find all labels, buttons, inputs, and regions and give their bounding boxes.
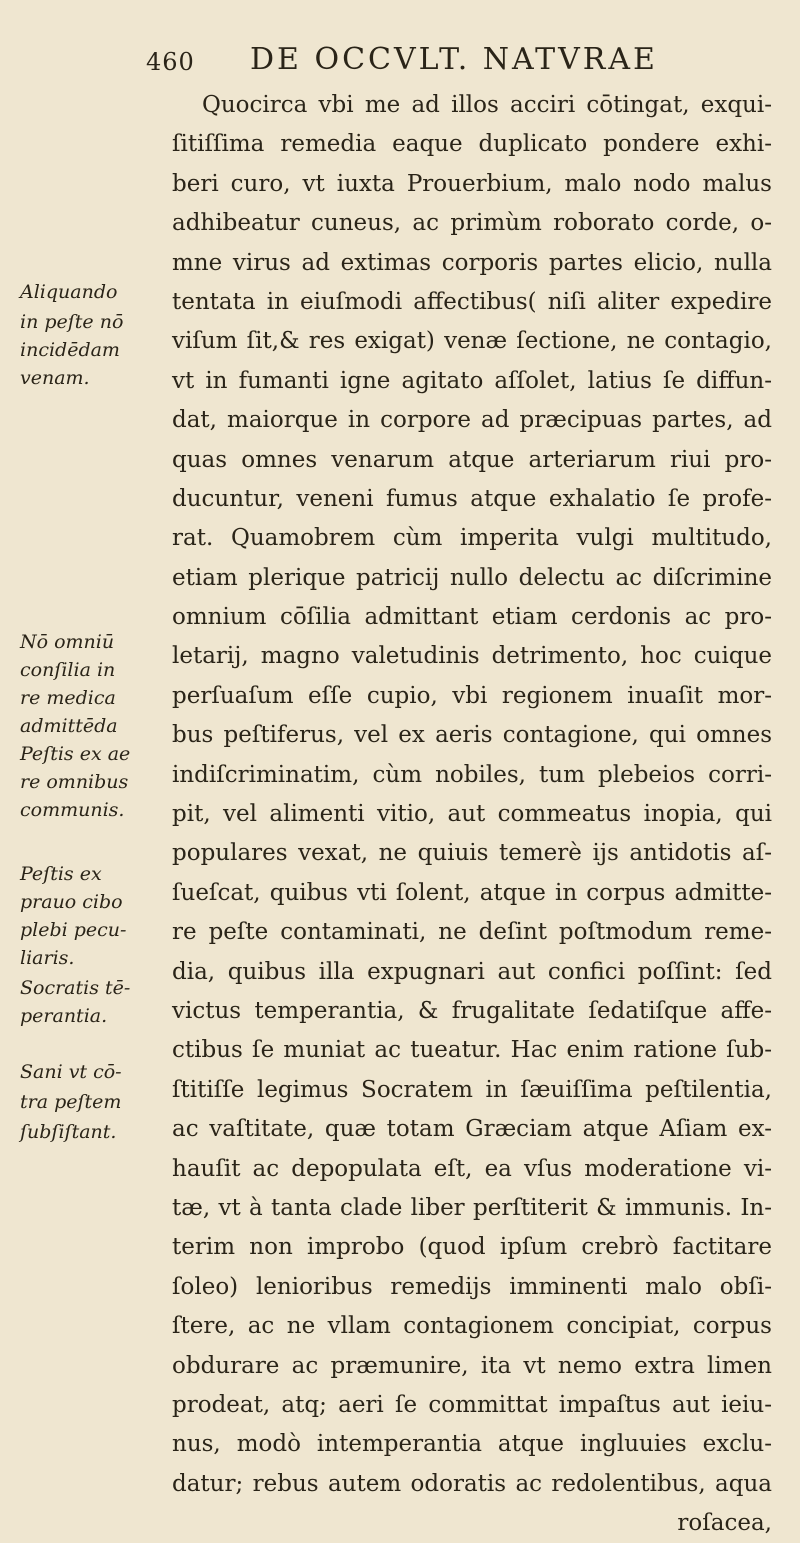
body-line: dia, quibus illa expugnari aut confici poſſint: ſed <box>172 958 772 985</box>
margin-note: venam. <box>20 367 90 389</box>
body-line: ſoleo) lenioribus remedijs imminenti malo obſi- <box>172 1273 772 1300</box>
margin-note: Socratis tē- <box>20 977 131 999</box>
body-line: hauſit ac depopulata eſt, ea vſus moderatione vi- <box>172 1155 772 1182</box>
margin-note: plebi pecu- <box>20 919 127 941</box>
body-line: ac vaſtitate, quæ totam Græciam atque Aſiam ex- <box>172 1116 772 1143</box>
body-line: ctibus ſe muniat ac tueatur. Hac enim ratione ſub- <box>172 1037 772 1064</box>
body-line: bus peſtiferus, vel ex aeris contagione, qui omnes <box>172 722 772 749</box>
body-line: omnium cōſilia admittant etiam cerdonis ac pro- <box>172 604 772 631</box>
body-line: tentata in eiuſmodi affectibus( niſi aliter expedire <box>172 288 772 315</box>
body-line: obdurare ac præmunire, ita vt nemo extra limen <box>172 1352 772 1379</box>
margin-note: perantia. <box>20 1005 108 1027</box>
body-line: ſueſcat, quibus vti ſolent, atque in corpus admitte- <box>172 879 772 906</box>
margin-note: Sani vt cō- <box>20 1061 122 1083</box>
page-header <box>146 42 746 82</box>
margin-note: ſubſiſtant. <box>20 1121 117 1143</box>
body-line: tæ, vt à tanta clade liber perſtiterit & immunis. In- <box>172 1194 772 1221</box>
margin-note: in peſte nō <box>20 311 124 333</box>
body-line: adhibeatur cuneus, ac primùm roborato corde, o- <box>172 210 772 237</box>
body-line: ſtere, ac ne vllam contagionem concipiat, corpus <box>172 1313 772 1340</box>
margin-note: Nō omniū <box>20 631 115 653</box>
page-number: 460 <box>146 48 195 76</box>
margin-note: tra peſtem <box>20 1091 122 1113</box>
body-line: prodeat, atq; aeri ſe committat impaſtus aut ieiu- <box>172 1391 772 1418</box>
body-line: ſitiſſima remedia eaque duplicato pondere exhi- <box>172 131 772 158</box>
margin-note: Aliquando <box>20 281 118 303</box>
catchword: roſacea, <box>677 1510 772 1537</box>
margin-note: prauo cibo <box>20 891 123 913</box>
body-line: nus, modò intemperantia atque ingluuies exclu- <box>172 1431 772 1458</box>
body-line: terim non improbo (quod ipſum crebrò factitare <box>172 1234 772 1261</box>
body-line: mne virus ad extimas corporis partes elicio, nulla <box>172 249 772 276</box>
body-line: datur; rebus autem odoratis ac redolentibus, aqua <box>172 1470 772 1497</box>
body-line: ducuntur, veneni fumus atque exhalatio ſe profe- <box>172 485 772 512</box>
body-line: pit, vel alimenti vitio, aut commeatus inopia, qui <box>172 801 772 828</box>
body-line: letarij, magno valetudinis detrimento, hoc cuique <box>172 643 772 670</box>
body-line: ſtitiſſe legimus Socratem in ſæuiſſima peſtilentia, <box>172 1076 772 1103</box>
body-line: Quocirca vbi me ad illos acciri cōtingat, exqui- <box>202 92 772 118</box>
body-line: viſum ſit,& res exigat) venæ ſectione, ne contagio, <box>172 328 772 355</box>
margin-note: incidēdam <box>20 339 120 361</box>
body-line: beri curo, vt iuxta Prouerbium, malo nodo malus <box>172 170 772 197</box>
body-line: etiam plerique patricij nullo delectu ac diſcrimine <box>172 564 772 591</box>
body-line: victus temperantia, & frugalitate ſedatiſque affe- <box>172 997 772 1024</box>
body-line: dat, maiorque in corpore ad præcipuas partes, ad <box>172 407 772 434</box>
margin-note: re omnibus <box>20 771 129 793</box>
body-line: vt in fumanti igne agitato aſſolet, latius ſe diffun- <box>172 367 772 394</box>
running-head: DE OCCVLT. NATVRAE <box>250 42 658 77</box>
body-line: rat. Quamobrem cùm imperita vulgi multitudo, <box>172 525 772 552</box>
margin-note: conſilia in <box>20 659 116 681</box>
body-line: populares vexat, ne quiuis temerè ijs antidotis aſ- <box>172 840 772 867</box>
body-line: quas omnes venarum atque arteriarum riui pro- <box>172 446 772 473</box>
margin-note: liaris. <box>20 947 75 969</box>
body-line: perſuaſum eſſe cupio, vbi regionem inuaſit mor- <box>172 682 772 709</box>
margin-note: communis. <box>20 799 125 821</box>
body-line: indiſcriminatim, cùm nobiles, tum plebeios corri- <box>172 761 772 788</box>
body-text <box>172 86 772 1543</box>
margin-note: Peſtis ex ae <box>20 743 131 765</box>
margin-note: admittēda <box>20 715 118 737</box>
margin-note: Peſtis ex <box>20 863 102 885</box>
body-line: re peſte contaminati, ne deſint poſtmodum reme- <box>172 919 772 946</box>
margin-note: re medica <box>20 687 116 709</box>
